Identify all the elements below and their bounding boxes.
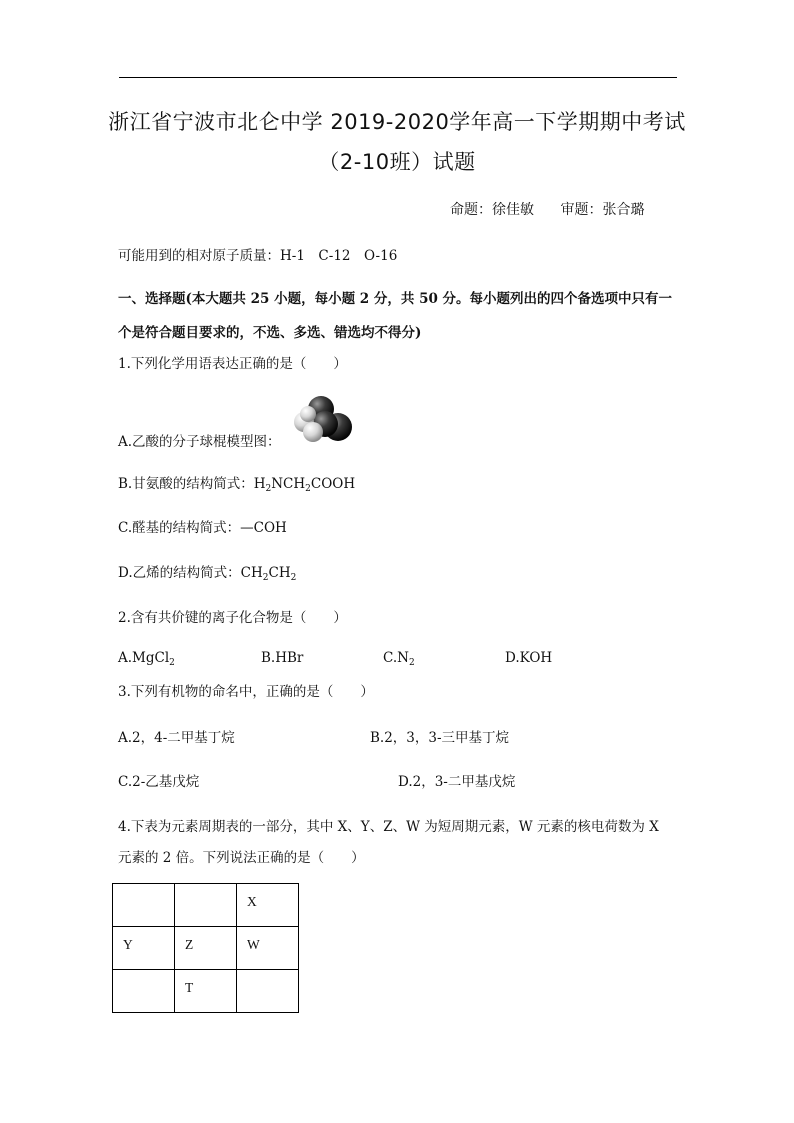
section-heading: 一、选择题(本大题共 25 小题，每小题 2 分，共 50 分。每小题列出的四个备选项中只有一 — [118, 291, 673, 307]
molecule-model-icon — [292, 394, 356, 446]
q3-option-c: C.2-乙基戊烷 — [118, 774, 200, 790]
table-cell: Z — [175, 927, 237, 970]
q3-option-b: B.2，3，3-三甲基丁烷 — [370, 730, 510, 746]
q1-option-b: B.甘氨酸的结构简式：$H_2NCH_2COOH$ — [118, 476, 356, 494]
setter: 命题：徐佳敏 — [450, 202, 534, 218]
table-cell — [113, 884, 175, 927]
q1-option-d: D.乙烯的结构简式：$CH_2CH_2$ — [118, 565, 297, 583]
table-row — [113, 927, 299, 970]
q2-option-b: B.HBr — [261, 650, 304, 666]
q4-stem-cont: 元素的 2 倍。下列说法正确的是（ ） — [118, 850, 365, 866]
q2-stem: 2.含有共价键的离子化合物是（ ） — [118, 610, 347, 626]
table-cell — [113, 970, 175, 1013]
q3-stem: 3.下列有机物的命名中，正确的是（ ） — [118, 684, 374, 700]
q2-option-c: $C.N_2$ — [383, 650, 415, 668]
atomic-masses: 可能用到的相对原子质量：H-1 C-12 O-16 — [118, 248, 398, 264]
exam-subtitle: （2-10班）试题 — [318, 150, 476, 174]
table-cell: W — [237, 927, 299, 970]
table-cell: Y — [113, 927, 175, 970]
table-cell: X — [237, 884, 299, 927]
table-row — [113, 970, 299, 1013]
q2-option-a: A.MgCl$_2$ — [118, 650, 175, 668]
table-cell — [237, 970, 299, 1013]
q3-option-d: D.2，3-二甲基戊烷 — [398, 774, 516, 790]
q3-option-a: A.2，4-二甲基丁烷 — [118, 730, 235, 746]
reviewer: 审题：张合璐 — [560, 202, 645, 218]
q1-option-a: A.乙酸的分子球棍模型图： — [118, 434, 281, 450]
section-heading-cont: 个是符合题目要求的，不选、多选、错选均不得分) — [118, 325, 422, 341]
q4-stem: 4.下表为元素周期表的一部分，其中 X、Y、Z、W 为短周期元素，W 元素的核电荷数为 X — [118, 819, 659, 835]
table-row — [113, 884, 299, 927]
q1-option-c: C.醛基的结构简式：—COH — [118, 520, 287, 536]
periodic-table-fragment — [112, 883, 299, 1013]
exam-title: 浙江省宁波市北仑中学 2019-2020学年高一下学期期中考试 — [108, 110, 686, 134]
q1-stem: 1.下列化学用语表达正确的是（ ） — [118, 356, 347, 372]
authors — [450, 199, 644, 219]
table-cell: T — [175, 970, 237, 1013]
header-rule — [119, 77, 677, 78]
q2-option-d: D.KOH — [505, 650, 553, 666]
table-cell — [175, 884, 237, 927]
